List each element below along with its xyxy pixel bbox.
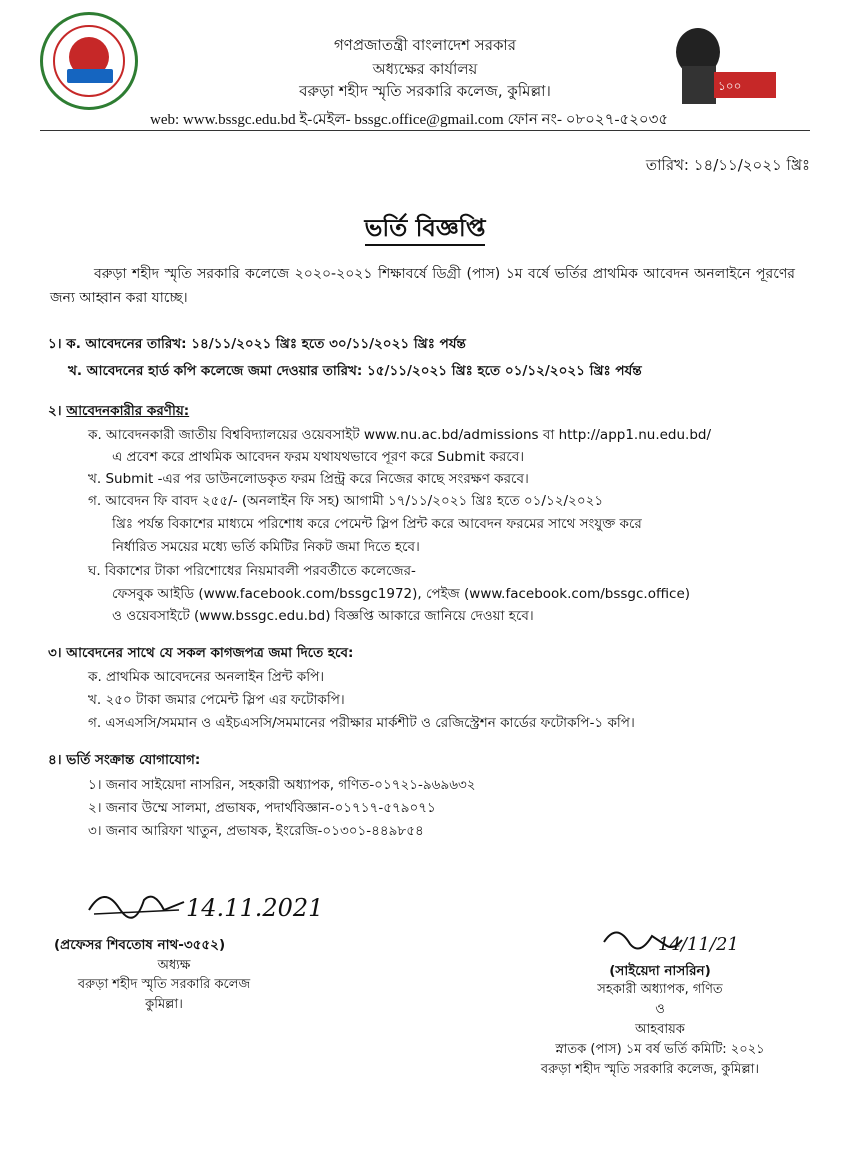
section2-heading: ২। আবেদনকারীর করণীয়: bbox=[48, 403, 190, 419]
contact-item: ৩। জনাব আরিফা খাতুন, প্রভাষক, ইংরেজি-০১৩০১-৪৪৯৮৫৪ bbox=[88, 823, 424, 839]
intro-paragraph: বরুড়া শহীদ স্মৃতি সরকারি কলেজে ২০২০-২০২১ শিক্ষাবর্ষে ডিগ্রী (পাস) ১ম বর্ষে ভর্তির প্রাথমিক আবেদন অনলাইনে পূরণের জন্য আহ্বান করা যাচ্ছে। bbox=[50, 266, 795, 306]
convener-committee: স্নাতক (পাস) ১ম বর্ষ ভর্তি কমিটি: ২০২১ bbox=[555, 1042, 765, 1057]
section2-item: ঘ. বিকাশের টাকা পরিশোধের নিয়মাবলী পরবর্তীতে কলেজের- bbox=[88, 563, 416, 579]
section2-item: এ প্রবেশ করে প্রাথমিক আবেদন ফরম যথাযথভাবে পূরণ করে Submit করবে। bbox=[112, 449, 525, 465]
contact-line: web: www.bssgc.edu.bd ই-মেইল- bssgc.office@gmail.com ফোন নং- ০৮০২৭-৫২০৩৫ bbox=[150, 112, 669, 128]
principal-city: কুমিল্লা। bbox=[145, 997, 183, 1012]
convener-org: বরুড়া শহীদ স্মৃতি সরকারি কলেজ, কুমিল্লা। bbox=[540, 1062, 760, 1077]
section2-item: ফেসবুক আইডি (www.facebook.com/bssgc1972), পেইজ (www.facebook.com/bssgc.office) bbox=[112, 586, 691, 602]
section3-item: খ. ২৫০ টাকা জমার পেমেন্ট স্লিপ এর ফটোকপি। bbox=[88, 692, 345, 708]
section3-item: গ. এসএসসি/সমমান ও এইচএসসি/সমমানের পরীক্ষার মার্কশীট ও রেজিস্ট্রেশন কার্ডের ফটোকপি-১ কপি। bbox=[88, 715, 635, 731]
convener-role: আহবায়ক bbox=[635, 1022, 685, 1037]
section2-item: ও ওয়েবসাইটে (www.bssgc.edu.bd) বিজ্ঞপ্তি আকারে জানিয়ে দেওয়া হবে। bbox=[112, 608, 534, 624]
section4-heading: ৪। ভর্তি সংক্রান্ত যোগাযোগ: bbox=[48, 752, 201, 768]
section2-item: খ. Submit -এর পর ডাউনলোডকৃত ফরম প্রিন্ট্র করে নিজের কাছে সংরক্ষণ করবে। bbox=[88, 471, 529, 487]
govt-heading: গণপ্রজাতন্ত্রী বাংলাদেশ সরকার bbox=[333, 36, 517, 54]
section3-heading: ৩। আবেদনের সাথে যে সকল কাগজপত্র জমা দিতে হবে: bbox=[48, 645, 354, 661]
principal-org: বরুড়া শহীদ স্মৃতি সরকারি কলেজ bbox=[77, 977, 251, 992]
section2-item: নির্ধারিত সময়ের মধ্যে ভর্তি কমিটির নিকট জমা দিতে হবে। bbox=[112, 539, 420, 555]
section3-item: ক. প্রাথমিক আবেদনের অনলাইন প্রিন্ট কপি। bbox=[88, 669, 325, 685]
section2-item: গ. আবেদন ফি বাবদ ২৫৫/- (অনলাইন ফি সহ) আগামী ১৭/১১/২০২১ খ্রিঃ হতে ০১/১২/২০২১ bbox=[88, 493, 604, 509]
convener-sign-date: 14/11/21 bbox=[658, 934, 739, 955]
office-heading: অধ্যক্ষের কার্যালয় bbox=[372, 60, 478, 78]
principal-title: অধ্যক্ষ bbox=[157, 958, 191, 973]
principal-sign-date: 14.11.2021 bbox=[186, 894, 324, 922]
section2-item: খ্রিঃ পর্যন্ত বিকাশের মাধ্যমে পরিশোধ করে পেমেন্ট স্লিপ প্রিন্ট করে আবেদন ফরমের সাথে সংযুক্ত করে bbox=[112, 516, 642, 532]
notice-date: তারিখ: ১৪/১১/২০২১ খ্রিঃ bbox=[645, 156, 810, 174]
section2-item: ক. আবেদনকারী জাতীয় বিশ্ববিদ্যালয়ের ওয়েবসাইট www.nu.ac.bd/admissions বা http://app1.nu.edu.bd/ bbox=[88, 427, 712, 443]
contact-item: ১। জনাব সাইয়েদা নাসরিন, সহকারী অধ্যাপক, গণিত-০১৭২১-৯৬৯৬৩২ bbox=[88, 777, 476, 793]
hardcopy-date-line: খ. আবেদনের হার্ড কপি কলেজে জমা দেওয়ার তারিখ: ১৫/১১/২০২১ খ্রিঃ হতে ০১/১২/২০২১ খ্রিঃ পর্যন্ত bbox=[68, 363, 642, 379]
college-heading: বরুড়া শহীদ স্মৃতি সরকারি কলেজ, কুমিল্লা। bbox=[299, 82, 551, 100]
notice-title: ভর্তি বিজ্ঞপ্তি bbox=[0, 210, 850, 250]
svg-text:১০০: ১০০ bbox=[718, 79, 742, 93]
application-date-line: ১। ক. আবেদনের তারিখ: ১৪/১১/২০২১ খ্রিঃ হতে ৩০/১১/২০২১ খ্রিঃ পর্যন্ত bbox=[48, 336, 466, 352]
contact-item: ২। জনাব উম্মে সালমা, প্রভাষক, পদার্থবিজ্ঞান-০১৭১৭-৫৭৯০৭১ bbox=[88, 800, 436, 816]
convener-and: ও bbox=[655, 1002, 665, 1017]
principal-name: (প্রফেসর শিবতোষ নাথ-৩৫৫২) bbox=[54, 937, 226, 953]
convener-name: (সাইয়েদা নাসরিন) bbox=[609, 963, 711, 979]
header-divider bbox=[40, 130, 810, 131]
convener-title: সহকারী অধ্যাপক, গণিত bbox=[597, 982, 723, 997]
